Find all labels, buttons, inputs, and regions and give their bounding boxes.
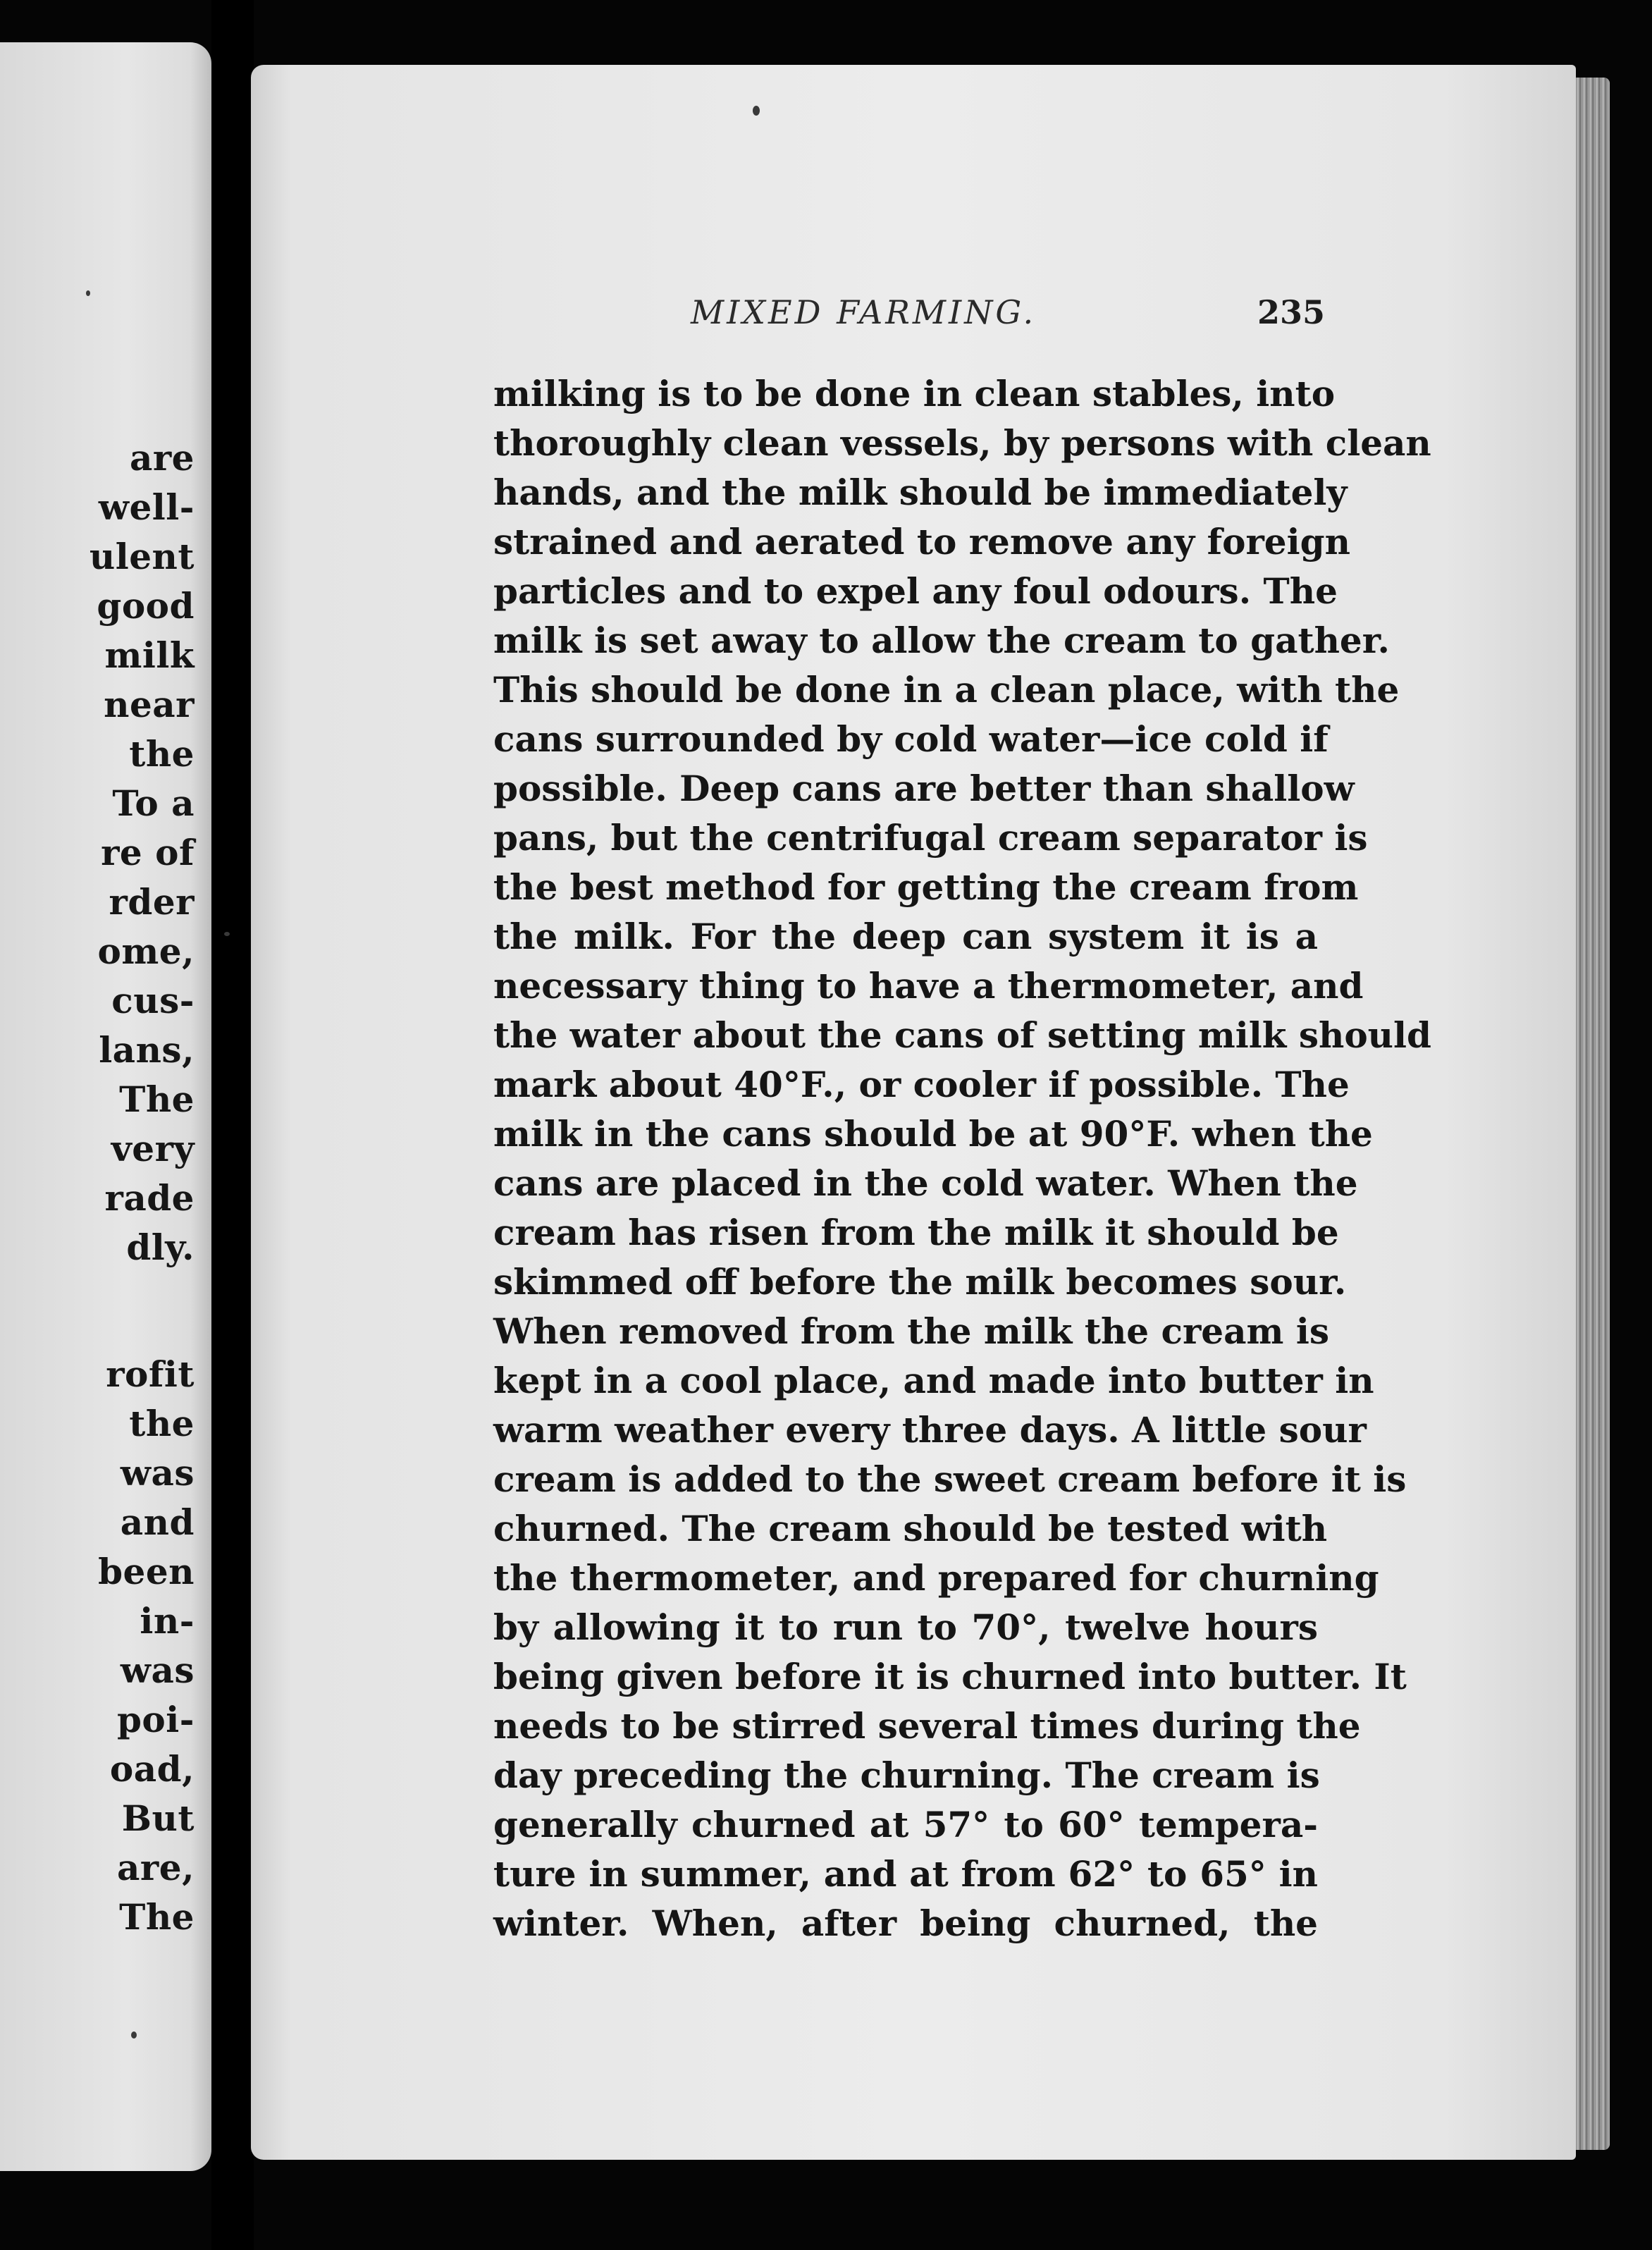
speck <box>753 106 760 116</box>
text-line: the milk. For the deep can system it is a <box>493 916 1318 957</box>
text-line: cans are placed in the cold water. When the <box>493 1162 1358 1204</box>
book-gutter <box>211 0 254 2250</box>
facing-page-line: rade <box>104 1177 195 1219</box>
facing-page-line: cus- <box>111 980 195 1021</box>
text-line: churned. The cream should be tested with <box>493 1508 1328 1549</box>
text-line: cream is added to the sweet cream before it is <box>493 1458 1407 1500</box>
text-line: possible. Deep cans are better than shallow <box>493 768 1355 809</box>
text-line: cream has risen from the milk it should be <box>493 1212 1339 1253</box>
text-line: milking is to be done in clean stables, into <box>493 373 1336 414</box>
facing-page-line: poi- <box>116 1699 195 1740</box>
text-line: kept in a cool place, and made into butter in <box>493 1360 1374 1401</box>
running-head: MIXED FARMING. <box>691 293 1037 331</box>
text-line: necessary thing to have a thermometer, and <box>493 965 1364 1007</box>
facing-page-line: good <box>97 585 195 627</box>
text-line: by allowing it to run to 70°, twelve hours <box>493 1606 1318 1648</box>
text-line: particles and to expel any foul odours. The <box>493 570 1338 612</box>
text-line: the water about the cans of setting milk should <box>493 1014 1431 1056</box>
text-line: day preceding the churning. The cream is <box>493 1754 1320 1796</box>
text-line: thoroughly clean vessels, by persons with clean <box>493 422 1431 464</box>
facing-page-line: To a <box>112 782 195 824</box>
facing-page-line: The <box>119 1078 195 1120</box>
facing-page-line: rder <box>109 881 195 923</box>
text-line: ture in summer, and at from 62° to 65° in <box>493 1853 1318 1895</box>
facing-page-line: lans, <box>99 1029 195 1071</box>
facing-page-line: near <box>104 684 195 725</box>
facing-page-line: been <box>98 1551 195 1592</box>
text-line: strained and aerated to remove any foreign <box>493 521 1350 562</box>
speck <box>224 932 230 936</box>
text-line: needs to be stirred several times during the <box>493 1705 1361 1747</box>
facing-page-line: the <box>129 733 195 775</box>
facing-page-line: well- <box>98 486 195 528</box>
text-line: pans, but the centrifugal cream separator is <box>493 817 1368 859</box>
facing-page-line: ulent <box>89 536 195 577</box>
text-line: generally churned at 57° to 60° tempera- <box>493 1804 1318 1845</box>
text-line: the thermometer, and prepared for churning <box>493 1557 1379 1599</box>
text-line: mark about 40°F., or cooler if possible. The <box>493 1064 1350 1105</box>
facing-page-left <box>0 42 211 2171</box>
text-line: milk in the cans should be at 90°F. when the <box>493 1113 1373 1155</box>
facing-page-line: milk <box>104 634 195 676</box>
text-line: This should be done in a clean place, with the <box>493 669 1400 711</box>
facing-page-line: But <box>121 1797 195 1839</box>
facing-page-line: the <box>129 1403 195 1444</box>
body-text <box>493 369 1431 1948</box>
speck <box>131 2031 137 2039</box>
facing-page-line: dly. <box>126 1227 195 1268</box>
text-line: When removed from the milk the cream is <box>493 1310 1329 1352</box>
facing-page-line: The <box>119 1896 195 1938</box>
facing-page-line: rofit <box>106 1353 195 1395</box>
text-line: the best method for getting the cream from <box>493 866 1359 908</box>
speck <box>86 290 90 296</box>
text-line: cans surrounded by cold water—ice cold if <box>493 718 1329 760</box>
facing-page-line: ome, <box>97 930 195 972</box>
page-edges <box>1576 78 1610 2150</box>
page-header <box>493 289 1325 338</box>
text-line: hands, and the milk should be immediately <box>493 472 1348 513</box>
facing-page-line: are <box>129 437 195 479</box>
facing-page-line: was <box>120 1649 195 1691</box>
facing-page-line: was <box>120 1452 195 1494</box>
facing-page-line: re of <box>101 832 195 873</box>
text-line: being given before it is churned into butter. It <box>493 1656 1407 1697</box>
page-number: 235 <box>1257 293 1325 331</box>
facing-page-line: oad, <box>109 1748 195 1790</box>
facing-page-line: very <box>111 1128 195 1169</box>
text-line: winter. When, after being churned, the <box>493 1902 1318 1944</box>
text-line: warm weather every three days. A little sour <box>493 1409 1367 1451</box>
facing-page-line: in- <box>140 1600 195 1642</box>
facing-page-line: and <box>120 1501 195 1543</box>
text-line: skimmed off before the milk becomes sour. <box>493 1261 1347 1303</box>
facing-page-line: are, <box>117 1847 195 1888</box>
text-line: milk is set away to allow the cream to gather. <box>493 620 1390 661</box>
